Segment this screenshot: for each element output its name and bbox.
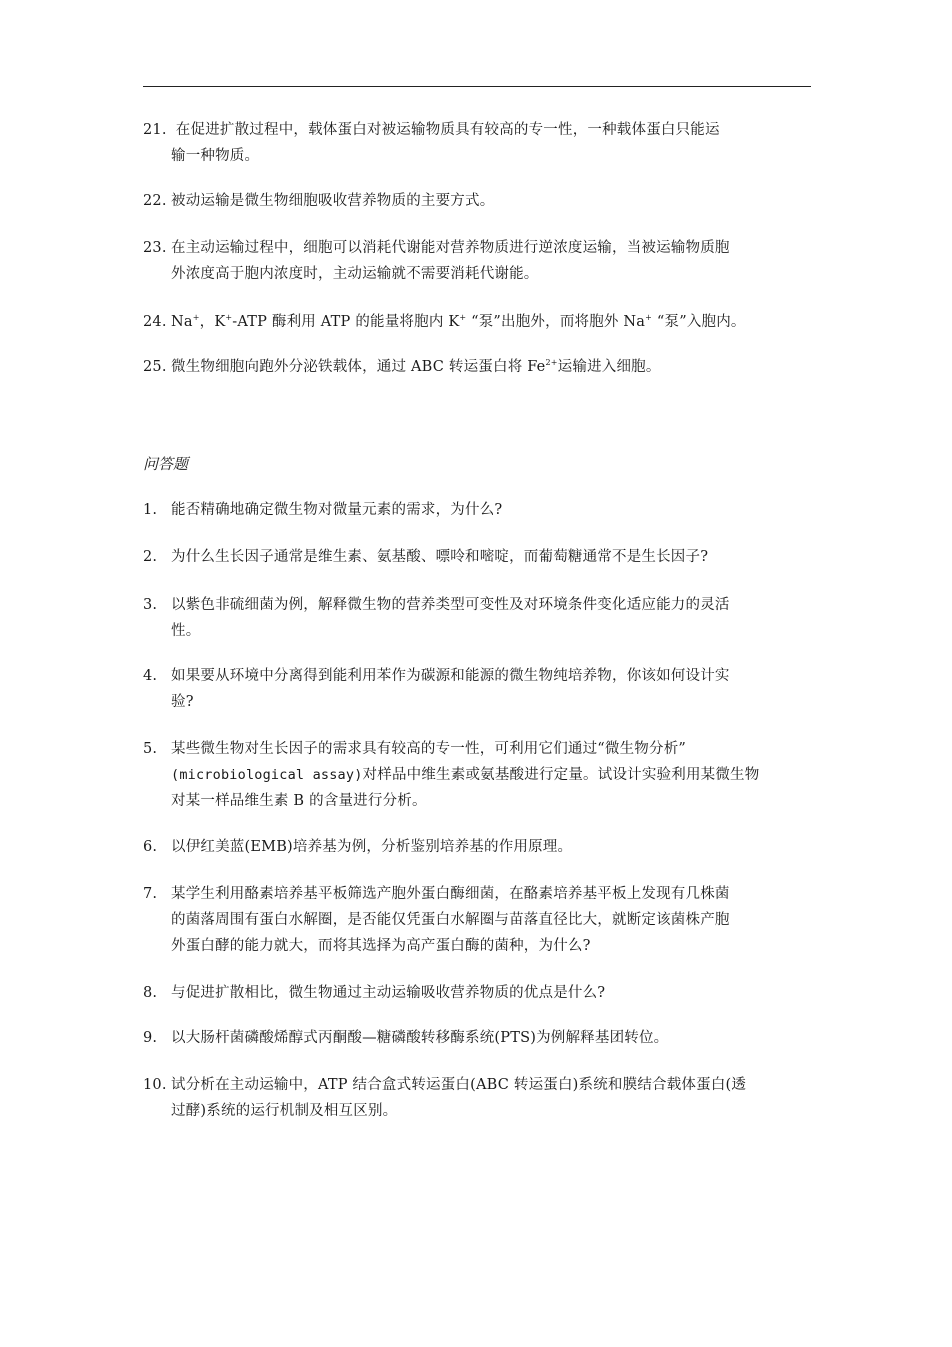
item-text-cont: 输一种物质。: [171, 148, 260, 164]
item-number: 10.: [143, 1077, 167, 1093]
item-text: 试分析在主动运输中，ATP 结合盒式转运蛋白(ABC 转运蛋白)系统和膜结合载体蛋白(透: [171, 1077, 747, 1093]
item-number: 4.: [143, 668, 158, 684]
item-text-cont: 性。: [171, 623, 201, 639]
item-text-cont: 外蛋白酵的能力就大，而将其选择为高产蛋白酶的菌种，为什么?: [171, 938, 591, 954]
item-text-b: 运输进入细胞。: [557, 359, 661, 375]
superscript: +: [192, 313, 200, 322]
item-text: 某学生利用酪素培养基平板筛选产胞外蛋白酶细菌，在酪素培养基平板上发现有几株菌: [171, 886, 730, 902]
item-text: 在促进扩散过程中，载体蛋白对被运输物质具有较高的专一性，一种载体蛋白只能运: [171, 122, 720, 138]
item-number: 24.: [143, 314, 167, 330]
question-10: [143, 1072, 811, 1124]
superscript: +: [225, 313, 233, 322]
section-title: 问答题: [143, 455, 189, 473]
item-text-rest: 对样品中维生素或氨基酸进行定量。试设计实验利用某微生物: [362, 767, 760, 783]
item-text: 如果要从环境中分离得到能利用苯作为碳源和能源的微生物纯培养物，你该如何设计实: [171, 668, 730, 684]
item-number: 2.: [143, 549, 158, 565]
statement-24: [143, 309, 811, 335]
statement-21: [143, 117, 811, 169]
item-text: 以大肠杆菌磷酸烯醇式丙酮酸—糖磷酸转移酶系统(PTS)为例解释基团转位。: [171, 1030, 669, 1046]
item-text-cont: [143, 762, 811, 788]
item-text-cont: 过酵)系统的运行机制及相互区别。: [171, 1103, 398, 1119]
question-2: [143, 544, 811, 570]
item-number: 3.: [143, 597, 158, 613]
item-text: 以伊红美蓝(EMB)培养基为例，分析鉴别培养基的作用原理。: [171, 839, 573, 855]
question-4: [143, 663, 811, 715]
item-number: 1.: [143, 502, 158, 518]
item-number: 25.: [143, 359, 167, 375]
item-text-d: “泵”出胞外，而将胞外 Na: [466, 314, 646, 330]
item-text: 能否精确地确定微生物对微量元素的需求，为什么?: [171, 502, 503, 518]
question-1: [143, 497, 811, 523]
item-text-e: “泵”入胞内。: [652, 314, 746, 330]
item-number: 9.: [143, 1030, 158, 1046]
item-text-a: 微生物细胞向跑外分泌铁载体，通过 ABC 转运蛋白将 Fe: [171, 359, 546, 375]
item-text: 以紫色非硫细菌为例，解释微生物的营养类型可变性及对环境条件变化适应能力的灵活: [171, 597, 730, 613]
question-5: [143, 736, 811, 814]
item-text-cont: 对某一样品维生素 B 的含量进行分析。: [171, 793, 427, 809]
question-7: [143, 881, 811, 959]
item-number: 23.: [143, 240, 167, 256]
item-text-b: ，K: [199, 314, 226, 330]
assay-term: (microbiological assay): [171, 767, 363, 783]
question-3: [143, 592, 811, 644]
item-text-c: -ATP 酶利用 ATP 的能量将胞内 K: [232, 314, 460, 330]
item-text: 被动运输是微生物细胞吸收营养物质的主要方式。: [171, 193, 495, 209]
item-text-cont: 外浓度高于胞内浓度时，主动运输就不需要消耗代谢能。: [171, 266, 539, 282]
superscript: +: [645, 313, 653, 322]
superscript: 2+: [545, 358, 558, 367]
item-text: 某些微生物对生长因子的需求具有较高的专一性，可利用它们通过“微生物分析”: [171, 741, 687, 757]
superscript: +: [459, 313, 467, 322]
item-text: 在主动运输过程中，细胞可以消耗代谢能对营养物质进行逆浓度运输，当被运输物质胞: [171, 240, 730, 256]
statement-23: [143, 235, 811, 287]
item-number: 5.: [143, 741, 158, 757]
item-text: 为什么生长因子通常是维生素、氨基酸、嘌呤和嘧啶，而葡萄糖通常不是生长因子?: [171, 549, 709, 565]
statement-22: [143, 188, 811, 214]
item-number: 7.: [143, 886, 158, 902]
header-rule: [143, 86, 811, 87]
question-6: [143, 834, 811, 860]
question-8: [143, 980, 811, 1006]
item-number: 8.: [143, 985, 158, 1001]
item-number: 6.: [143, 839, 158, 855]
item-text-cont: 的菌落周围有蛋白水解圈，是否能仅凭蛋白水解圈与苗落直径比大，就断定该菌株产胞: [171, 912, 730, 928]
item-number: 22.: [143, 193, 167, 209]
item-number: 21.: [143, 122, 167, 138]
question-9: [143, 1025, 811, 1051]
statement-25: [143, 354, 811, 380]
item-text-cont: 验?: [171, 694, 194, 710]
item-text: 与促进扩散相比，微生物通过主动运输吸收营养物质的优点是什么?: [171, 985, 606, 1001]
item-text-a: Na: [171, 314, 193, 330]
